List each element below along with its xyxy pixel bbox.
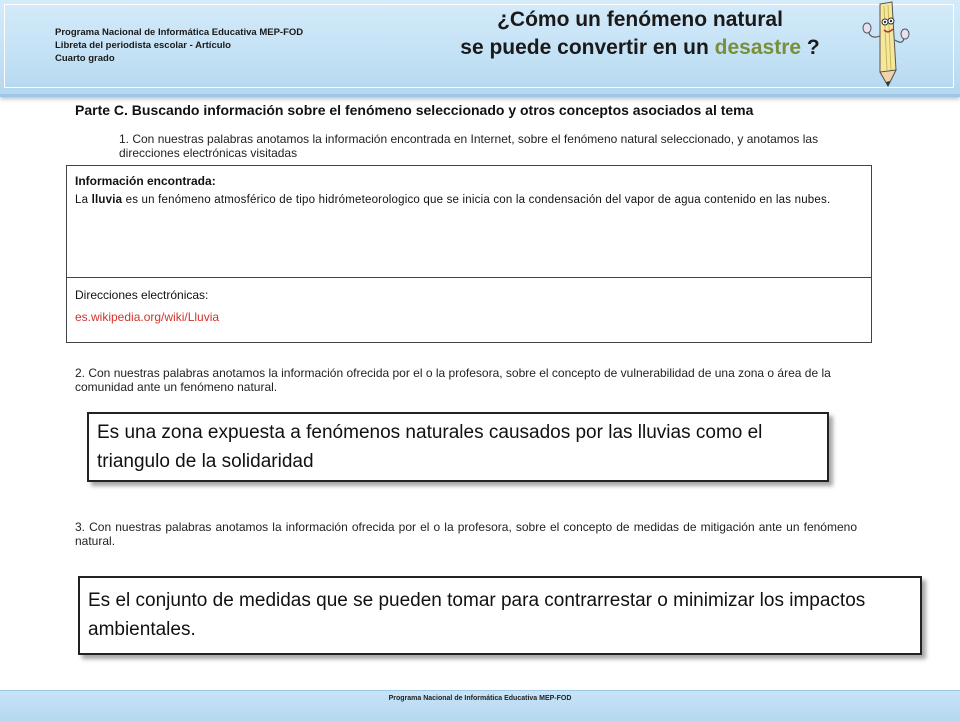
question-1: 1. Con nuestras palabras anotamos la información encontrada en Internet, sobre el fenómeno natural seleccionado, y anotamos las direcciones electrónicas visitadas <box>119 132 819 160</box>
page-title <box>430 6 850 62</box>
program-line-2: Libreta del periodista escolar - Artículo <box>55 40 231 51</box>
title-line-1: ¿Cómo un fenómeno natural <box>497 8 783 31</box>
header-banner <box>0 0 960 97</box>
question-3: 3. Con nuestras palabras anotamos la información ofrecida por el o la profesora, sobre el concepto de medidas de mitigación ante un fenómeno natural. <box>75 520 857 548</box>
title-line-2-prefix: se puede convertir en un <box>460 36 715 59</box>
info-cell[interactable] <box>67 166 871 278</box>
program-info <box>55 26 303 65</box>
answer-box-mitigation[interactable]: Es el conjunto de medidas que se pueden tomar para contrarrestar o minimizar los impactos ambientales. <box>78 576 922 655</box>
footer-text: Programa Nacional de Informática Educativa MEP-FOD <box>388 695 572 702</box>
title-line-2-suffix: ? <box>801 36 820 59</box>
answer-box-vulnerability[interactable]: Es una zona expuesta a fenómenos naturales causados por las lluvias como el triangulo de la solidaridad <box>87 412 829 482</box>
title-highlight-word: desastre <box>714 36 802 59</box>
info-table <box>66 165 872 343</box>
pencil-character-icon <box>858 0 918 92</box>
info-prefix: La <box>75 194 92 206</box>
info-rest: es un fenómeno atmosférico de tipo hidrómeteorologico que se inicia con la condensación del vapor de agua contenido en las nubes. <box>122 194 831 206</box>
wikipedia-link[interactable]: es.wikipedia.org/wiki/Lluvia <box>75 310 220 324</box>
info-bold-word: lluvia <box>91 194 123 206</box>
links-label: Direcciones electrónicas: <box>75 288 209 302</box>
question-2: 2. Con nuestras palabras anotamos la información ofrecida por el o la profesora, sobre el concepto de vulnerabilidad de una zona o área de la comunidad ante un fenómeno natural. <box>75 366 831 394</box>
program-line-3: Cuarto grado <box>55 53 115 64</box>
footer-banner <box>0 690 960 721</box>
info-label: Información encontrada: <box>75 174 216 188</box>
title-line-2 <box>430 34 850 62</box>
links-cell[interactable] <box>67 278 871 342</box>
info-text <box>75 189 863 212</box>
section-title: Parte C. Buscando información sobre el fenómeno seleccionado y otros conceptos asociados al tema <box>75 102 754 118</box>
program-line-1: Programa Nacional de Informática Educativa MEP-FOD <box>55 27 304 38</box>
